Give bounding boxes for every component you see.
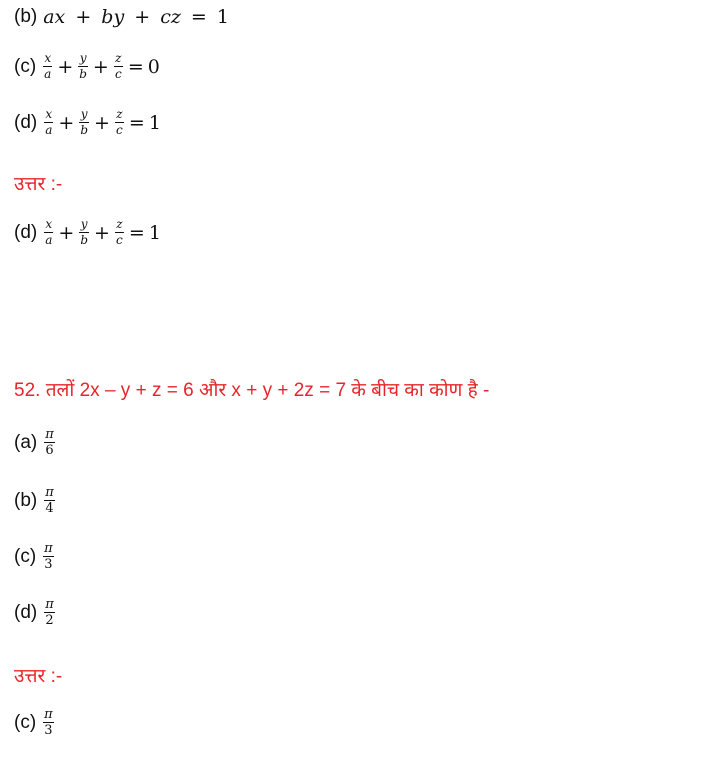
denominator: 6	[45, 443, 54, 458]
denominator: b	[80, 123, 88, 137]
numerator: π	[44, 541, 53, 556]
numerator: z	[116, 217, 123, 231]
option-label: (b)	[14, 6, 38, 27]
q51-answer-heading: उत्तर :-	[14, 174, 63, 195]
q52-answer	[14, 708, 55, 737]
rhs-value: 1	[148, 221, 161, 244]
fraction	[78, 52, 88, 81]
numerator: z	[116, 107, 123, 121]
fraction	[44, 108, 53, 137]
q51-option-b	[14, 6, 229, 28]
fraction	[79, 108, 89, 137]
denominator: 3	[44, 723, 53, 738]
equals-sign: =	[190, 6, 207, 28]
fraction	[79, 218, 89, 247]
denominator: c	[116, 233, 123, 247]
term-by: by	[101, 6, 125, 28]
option-label: (b)	[14, 489, 38, 511]
option-label: (d)	[14, 601, 38, 623]
denominator: b	[79, 67, 87, 81]
q52-answer-heading: उत्तर :-	[14, 666, 63, 687]
denominator: a	[44, 67, 52, 81]
plus-sign: +	[75, 6, 92, 28]
fraction	[114, 52, 123, 81]
option-label: (d)	[14, 111, 38, 133]
denominator: a	[45, 233, 53, 247]
numerator: x	[44, 51, 52, 65]
fraction	[44, 218, 53, 247]
q52-option-d	[14, 598, 56, 627]
rhs-value: 0	[147, 55, 160, 78]
fraction	[43, 52, 52, 81]
numerator: y	[80, 217, 88, 231]
q51-option-c	[14, 52, 160, 81]
q52-option-a	[14, 428, 56, 457]
fraction	[44, 486, 55, 515]
numerator: π	[44, 707, 53, 722]
answer-expression: $\frac{x}{a}$ + $\frac{y}{b}$ + $\frac{z}{c}$ = 1	[45, 217, 161, 247]
numerator: y	[79, 51, 87, 65]
q51-option-d	[14, 108, 161, 137]
fraction	[44, 598, 55, 627]
denominator: 4	[45, 501, 54, 516]
numerator: x	[45, 217, 53, 231]
option-label: (c)	[14, 55, 37, 77]
numerator: y	[80, 107, 88, 121]
term-cz: cz	[160, 6, 181, 28]
option-label: (d)	[14, 221, 38, 243]
denominator: b	[80, 233, 88, 247]
option-label: (a)	[14, 431, 38, 453]
fraction	[43, 708, 54, 737]
denominator: c	[116, 123, 123, 137]
q52-option-c	[14, 542, 55, 571]
denominator: 2	[45, 613, 54, 628]
option-label: (c)	[14, 545, 37, 567]
numerator: π	[45, 427, 54, 442]
numerator: π	[45, 597, 54, 612]
term-ax: ax	[43, 6, 66, 28]
rhs-value: 1	[148, 111, 161, 134]
q51-answer	[14, 218, 161, 247]
numerator: z	[115, 51, 122, 65]
plus-sign: +	[134, 6, 151, 28]
option-c-expression: $\frac{x}{a}$ + $\frac{y}{b}$ + $\frac{z}{c}$ = 0	[44, 51, 160, 81]
fraction	[43, 542, 54, 571]
rhs-value: 1	[216, 6, 229, 28]
option-d-expression: $\frac{x}{a}$ + $\frac{y}{b}$ + $\frac{z}{c}$ = 1	[45, 107, 161, 137]
fraction	[115, 218, 124, 247]
denominator: 3	[44, 557, 53, 572]
denominator: a	[45, 123, 53, 137]
option-label: (c)	[14, 711, 37, 733]
option-b-expression	[43, 6, 229, 28]
numerator: x	[45, 107, 53, 121]
numerator: π	[45, 485, 54, 500]
fraction	[115, 108, 124, 137]
q52-option-b	[14, 486, 56, 515]
q52-question: 52. तलों 2x – y + z = 6 और x + y + 2z = 7 के बीच का कोण है -	[14, 380, 490, 401]
fraction	[44, 428, 55, 457]
denominator: c	[114, 67, 122, 81]
